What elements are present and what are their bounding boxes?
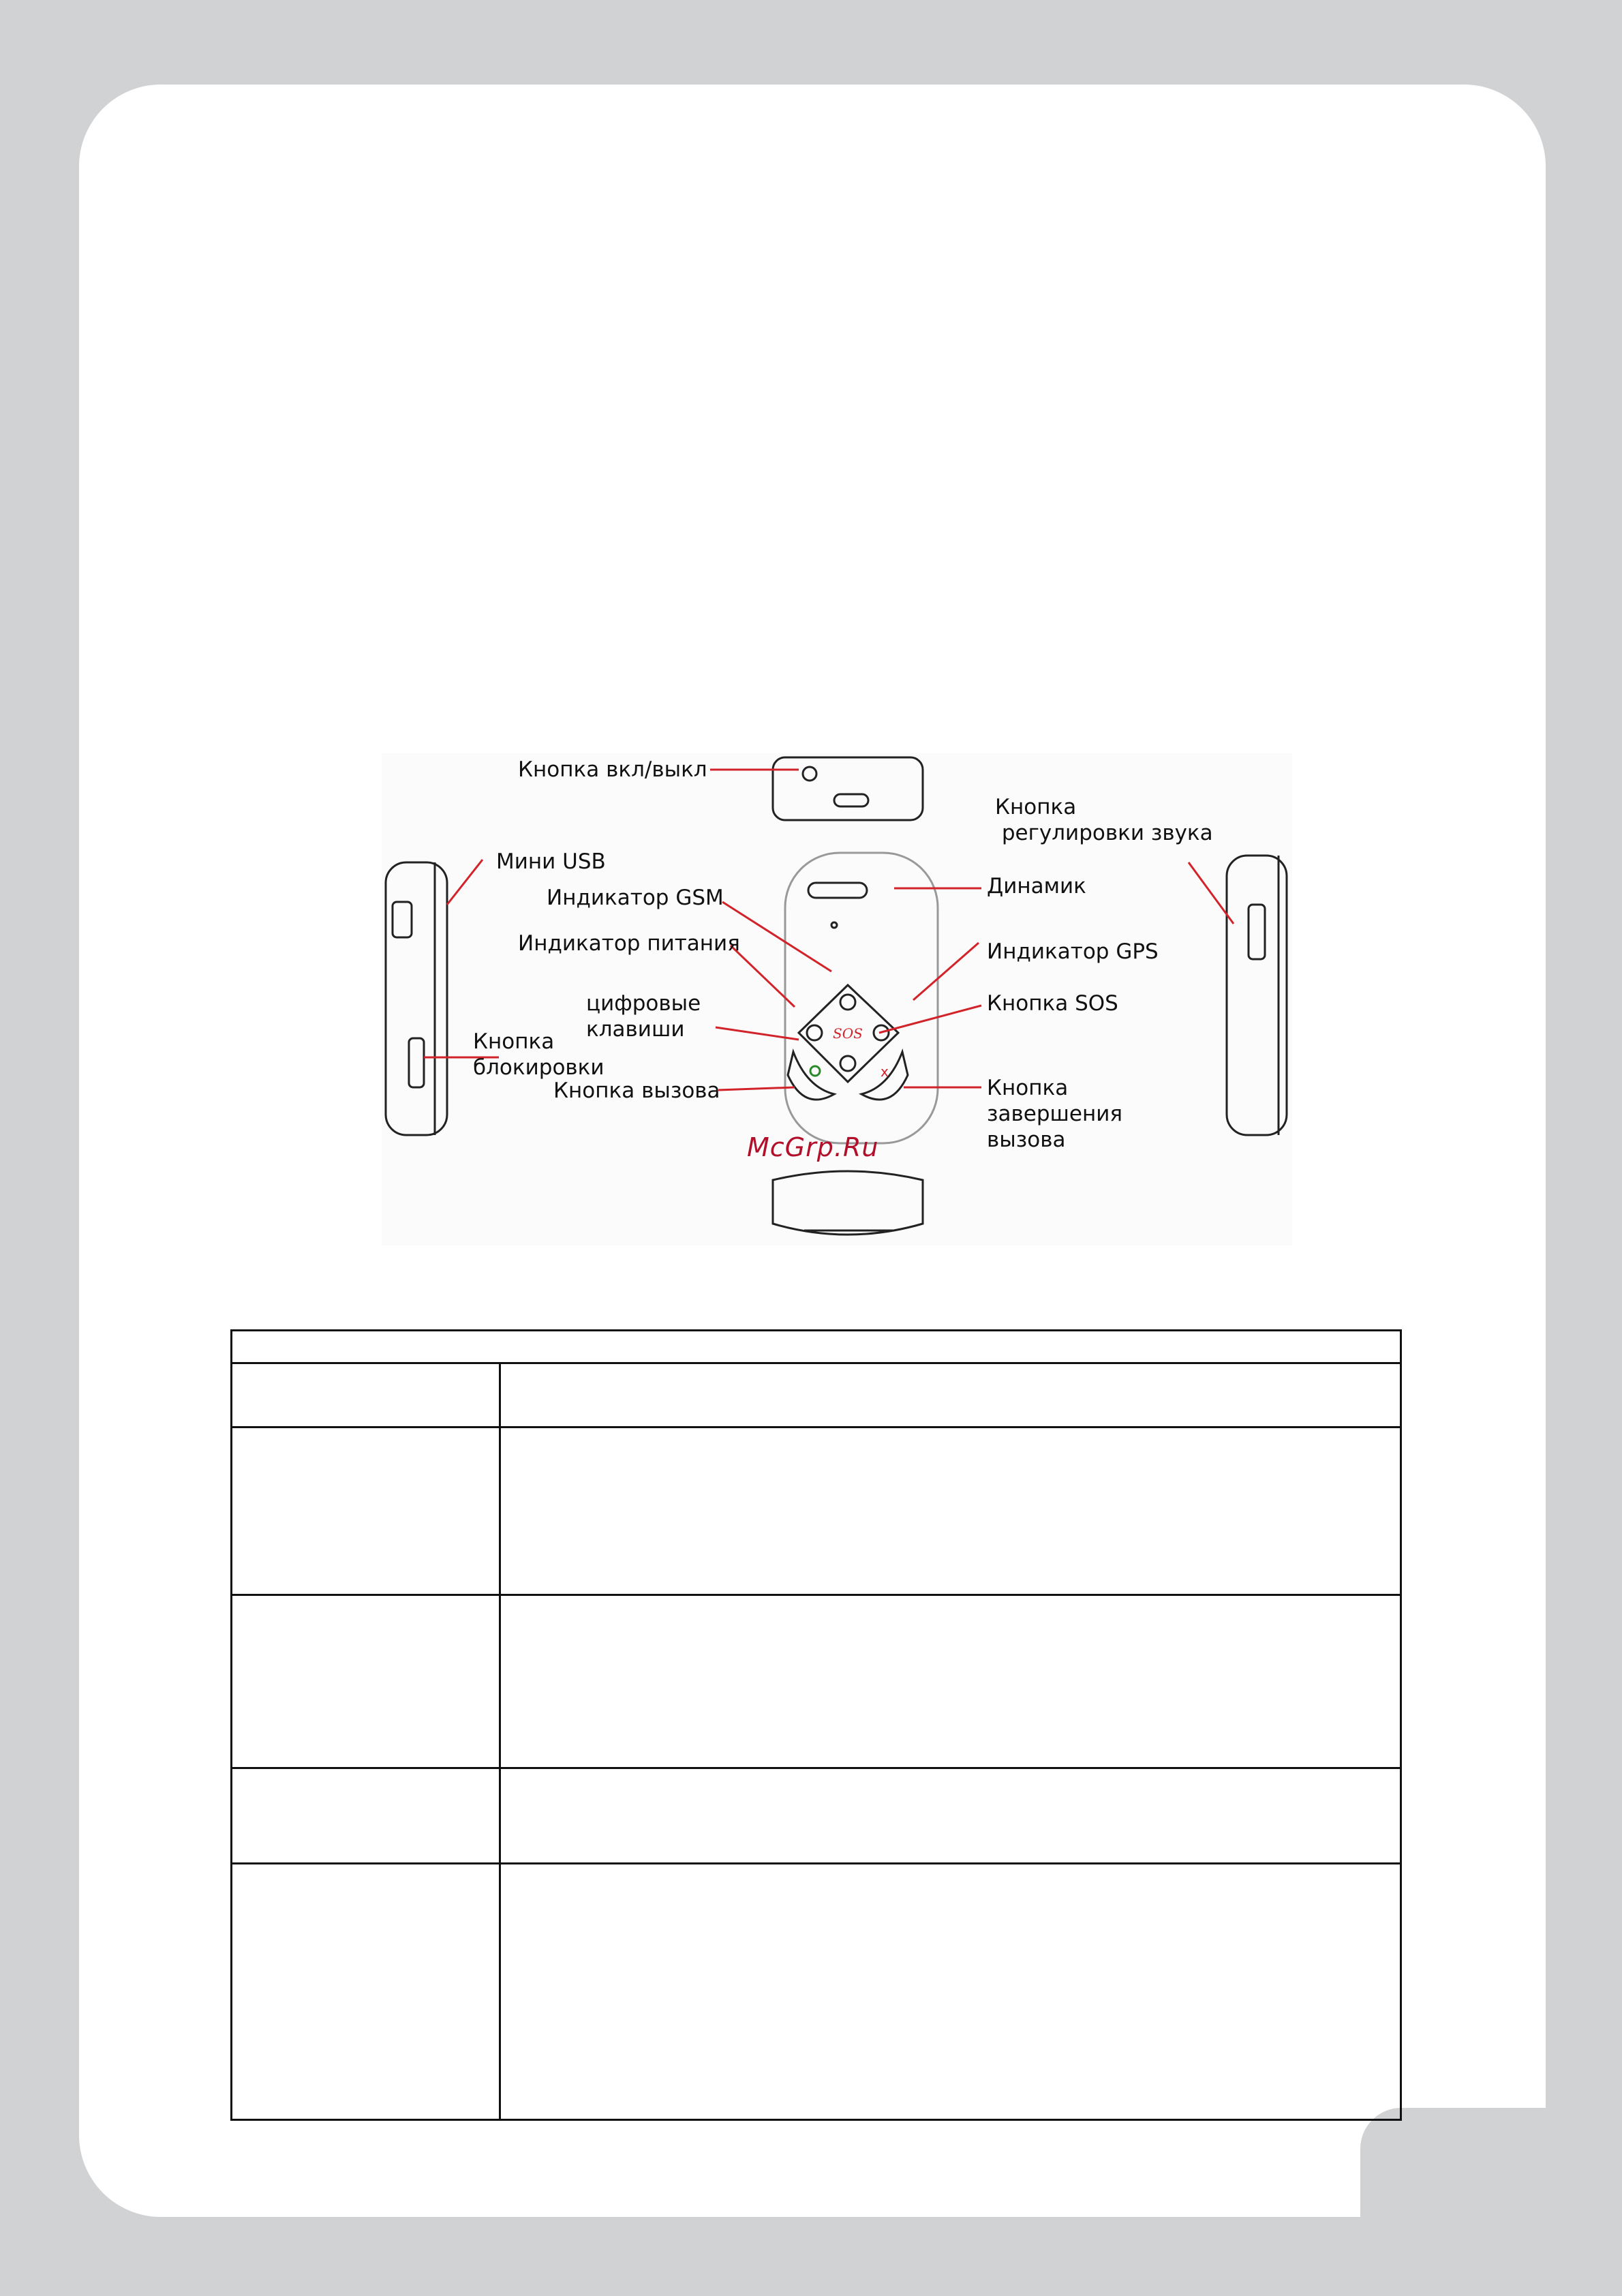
lock-switch: [409, 1038, 424, 1087]
call-key: [788, 1052, 834, 1100]
end-call-key-icon: x: [881, 1063, 889, 1080]
label-sos-button: Кнопка SOS: [987, 991, 1118, 1016]
label-power-button: Кнопка вкл/выкл: [518, 757, 707, 782]
sos-key-label: SOS: [833, 1025, 863, 1042]
table-cell-label: [232, 1363, 500, 1428]
label-call-button: Кнопка вызова: [553, 1078, 720, 1103]
device-bottom-view: [773, 1171, 923, 1235]
label-end-call-line2: завершения: [987, 1102, 1123, 1126]
table-row: [232, 1363, 1401, 1428]
top-slot: [834, 794, 868, 806]
gsm-led-icon: [831, 922, 837, 928]
table-row: [232, 1595, 1401, 1768]
device-top-view: [773, 757, 923, 820]
volume-rocker: [1249, 905, 1265, 959]
table-cell-value: [500, 1595, 1401, 1768]
label-lock-button-line1: Кнопка: [473, 1029, 555, 1054]
power-switch-icon: [803, 767, 816, 781]
mini-usb-port: [393, 902, 412, 937]
table-cell-value: [500, 1864, 1401, 2120]
table-row: [232, 1864, 1401, 2120]
table-cell-label: [232, 1768, 500, 1864]
label-gps-indicator: Индикатор GPS: [987, 939, 1159, 964]
table-row: [232, 1428, 1401, 1595]
label-digit-keys-line1: цифровые: [586, 991, 701, 1016]
table-cell-label: [232, 1864, 500, 2120]
label-speaker: Динамик: [987, 874, 1086, 898]
table-cell-label: [232, 1595, 500, 1768]
table-cell-value: [500, 1768, 1401, 1864]
watermark: McGrp.Ru: [747, 1132, 879, 1162]
down-key-icon: [840, 1056, 855, 1071]
corner-tab: [1360, 2108, 1622, 2296]
label-power-indicator: Индикатор питания: [518, 931, 740, 956]
label-mini-usb: Мини USB: [496, 849, 606, 874]
device-diagram: [382, 753, 1292, 1245]
table-cell-label: [232, 1428, 500, 1595]
left-key-icon: [807, 1025, 822, 1040]
table-cell-value: [500, 1363, 1401, 1428]
label-gsm-indicator: Индикатор GSM: [547, 886, 724, 910]
table-title-cell: [232, 1331, 1401, 1363]
speaker-grille: [808, 883, 867, 898]
table-title-row: [232, 1331, 1401, 1363]
label-volume-button-line1: Кнопка: [995, 795, 1077, 819]
label-lock-button-line2: блокировки: [473, 1055, 605, 1080]
label-end-call-line3: вызова: [987, 1128, 1066, 1152]
up-key-icon: [840, 995, 855, 1010]
spec-table: [230, 1329, 1402, 2121]
table-row: [232, 1768, 1401, 1864]
table-cell-value: [500, 1428, 1401, 1595]
label-digit-keys-line2: клавиши: [586, 1017, 685, 1042]
label-volume-button-line2: регулировки звука: [995, 821, 1213, 845]
label-end-call-line1: Кнопка: [987, 1076, 1069, 1100]
call-key-icon: [810, 1066, 820, 1076]
